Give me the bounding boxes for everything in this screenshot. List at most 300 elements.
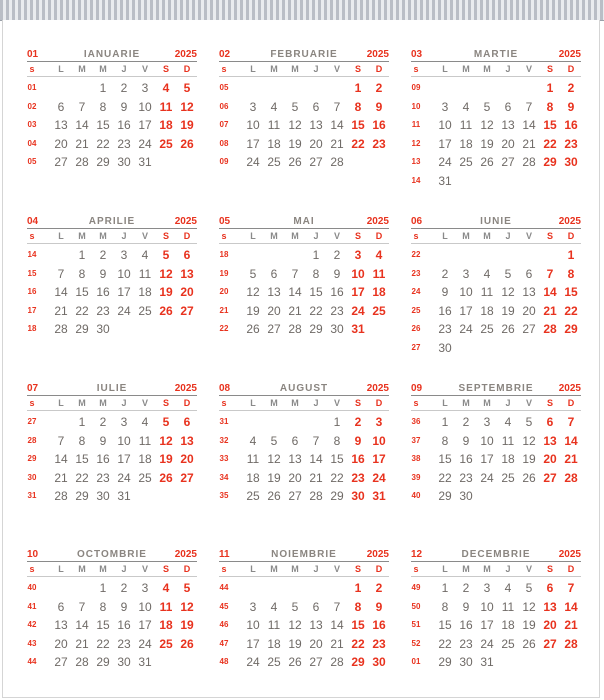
day: 24: [117, 470, 131, 485]
day: 3: [141, 581, 149, 595]
month-number: 09: [411, 383, 423, 394]
weekend-day: 16: [372, 618, 386, 632]
weekend-day: 10: [372, 433, 386, 448]
month-iunie: [411, 215, 581, 356]
weekday-label: D: [183, 231, 191, 241]
weekday-label: J: [313, 231, 319, 241]
week-number: 42: [27, 620, 37, 629]
week-row: [219, 320, 389, 338]
weekday-label: S: [546, 564, 553, 574]
week-row: [27, 265, 197, 283]
day: 23: [96, 470, 110, 485]
weekend-day: 8: [546, 99, 554, 114]
week-row: [27, 616, 197, 634]
days-grid: [219, 411, 389, 523]
day: 19: [267, 470, 281, 485]
week-number: 05: [219, 83, 229, 92]
spiral-binding: [0, 0, 604, 21]
month-name: IANUARIE: [83, 49, 141, 60]
day: 27: [309, 655, 323, 669]
weekend-day: 13: [543, 433, 557, 448]
day: 17: [138, 618, 152, 632]
week-row: [219, 116, 389, 134]
week-row: [411, 135, 581, 153]
week-number: 21: [219, 305, 229, 315]
weekend-day: 16: [351, 452, 365, 466]
weekday-label: D: [183, 398, 191, 408]
weekend-day: 19: [180, 118, 194, 132]
week-row: [411, 320, 581, 338]
week-number: 45: [219, 601, 229, 611]
week-row: [219, 98, 389, 116]
weekday-label: M: [270, 564, 278, 574]
day: 4: [504, 415, 512, 429]
day: 11: [267, 118, 281, 132]
day: 11: [267, 618, 281, 632]
weekend-day: 6: [183, 415, 191, 429]
day: 23: [96, 303, 110, 318]
weekend-day: 27: [180, 470, 194, 485]
month-name: IULIE: [96, 383, 128, 394]
weekday-header-row: [219, 396, 389, 411]
weekday-label: S: [354, 564, 361, 574]
week-row: [219, 413, 389, 431]
month-header: [411, 48, 581, 62]
month-name: APRILIE: [88, 216, 136, 227]
week-number: 07: [219, 120, 229, 129]
weekday-label: J: [505, 231, 511, 241]
day: 13: [54, 118, 68, 132]
week-number: 02: [27, 101, 37, 111]
day: 7: [78, 99, 86, 114]
day: 3: [120, 248, 128, 262]
day: 4: [270, 599, 278, 614]
weekday-label: D: [375, 564, 383, 574]
day: 2: [441, 266, 449, 281]
weekday-header-row: [411, 396, 581, 411]
day: 12: [522, 433, 536, 448]
day: 16: [96, 452, 110, 466]
day: 17: [117, 452, 131, 466]
day: 18: [501, 618, 515, 632]
year-label: 2025: [558, 216, 581, 227]
weekend-day: 18: [372, 285, 386, 299]
month-august: [219, 382, 389, 523]
week-number: 19: [219, 268, 229, 278]
day: 14: [54, 285, 68, 299]
weekday-label: S: [162, 564, 169, 574]
weekend-day: 2: [375, 81, 383, 95]
week-number: 17: [27, 305, 37, 315]
day: 3: [441, 99, 449, 114]
day: 16: [459, 618, 473, 632]
weekend-day: 21: [543, 303, 557, 318]
day: 27: [522, 322, 536, 336]
week-number-header: s: [413, 64, 419, 74]
month-header: [219, 548, 389, 562]
week-number: 05: [27, 157, 37, 166]
month-septembrie: [411, 382, 581, 523]
day: 29: [96, 155, 110, 169]
week-number: 25: [411, 305, 421, 315]
weekend-day: 24: [351, 303, 365, 318]
weekend-day: 7: [567, 581, 575, 595]
day: 18: [246, 470, 260, 485]
week-row: [219, 246, 389, 264]
day: 28: [75, 655, 89, 669]
weekend-day: 9: [375, 99, 383, 114]
day: 22: [309, 303, 323, 318]
month-number: 03: [411, 49, 423, 60]
weekend-day: 23: [564, 136, 578, 151]
day: 5: [249, 266, 257, 281]
week-number: 50: [411, 601, 421, 611]
day: 21: [75, 136, 89, 151]
weekend-day: 2: [567, 81, 575, 95]
weekday-label: L: [58, 564, 64, 574]
day: 27: [54, 155, 68, 169]
day: 6: [504, 99, 512, 114]
weekday-header-row: [411, 229, 581, 244]
week-number: 32: [219, 435, 229, 445]
day: 2: [120, 581, 128, 595]
day: 29: [330, 489, 344, 503]
week-row: [219, 79, 389, 97]
day: 17: [480, 618, 494, 632]
day: 6: [312, 99, 320, 114]
weekend-day: 8: [354, 99, 362, 114]
weekend-day: 28: [564, 636, 578, 651]
weekday-label: V: [525, 564, 532, 574]
weekend-day: 7: [567, 415, 575, 429]
weekend-day: 12: [180, 599, 194, 614]
day: 19: [522, 618, 536, 632]
weekday-label: M: [291, 231, 299, 241]
day: 29: [75, 489, 89, 503]
weekday-label: S: [546, 64, 553, 74]
month-number: 01: [27, 49, 39, 60]
day: 9: [333, 266, 341, 281]
weekday-label: V: [333, 231, 340, 241]
day: 15: [96, 118, 110, 132]
day: 13: [288, 452, 302, 466]
day: 12: [522, 599, 536, 614]
day: 6: [270, 266, 278, 281]
day: 3: [120, 415, 128, 429]
weekday-label: V: [141, 64, 148, 74]
month-header: [411, 548, 581, 562]
weekend-day: 11: [159, 599, 173, 614]
weekday-label: M: [99, 64, 107, 74]
day: 4: [483, 266, 491, 281]
weekend-day: 4: [375, 248, 383, 262]
weekend-day: 22: [351, 136, 365, 151]
weekend-day: 27: [543, 636, 557, 651]
weekday-label: S: [354, 231, 361, 241]
day: 17: [117, 285, 131, 299]
day: 25: [267, 155, 281, 169]
month-number: 07: [27, 383, 39, 394]
day: 20: [54, 136, 68, 151]
day: 7: [291, 266, 299, 281]
weekend-day: 19: [180, 618, 194, 632]
week-number: 22: [411, 250, 421, 259]
weekend-day: 2: [375, 581, 383, 595]
day: 8: [99, 99, 107, 114]
day: 8: [99, 599, 107, 614]
day: 14: [522, 118, 536, 132]
day: 14: [54, 452, 68, 466]
weekend-day: 15: [543, 118, 557, 132]
weekend-day: 6: [546, 581, 554, 595]
weekend-day: 26: [180, 636, 194, 651]
day: 20: [267, 303, 281, 318]
days-grid: [219, 244, 389, 356]
month-name: DECEMBRIE: [461, 549, 531, 560]
week-row: [27, 598, 197, 616]
week-number: 30: [27, 472, 37, 482]
week-row: [27, 450, 197, 468]
week-number: 40: [27, 583, 37, 592]
weekday-label: J: [121, 398, 127, 408]
week-number: 34: [219, 472, 229, 482]
weekday-label: M: [291, 64, 299, 74]
weekday-header-row: [411, 562, 581, 577]
day: 25: [480, 322, 494, 336]
day: 22: [96, 636, 110, 651]
day: 10: [138, 599, 152, 614]
week-number: 11: [411, 120, 421, 129]
day: 31: [138, 155, 152, 169]
weekday-label: D: [567, 398, 575, 408]
weekend-day: 1: [546, 81, 554, 95]
week-number: 51: [411, 620, 421, 629]
week-number: 44: [219, 583, 229, 592]
week-row: [219, 265, 389, 283]
day: 14: [75, 118, 89, 132]
day: 18: [459, 136, 473, 151]
day: 6: [57, 599, 65, 614]
week-number: 27: [27, 417, 37, 426]
week-row: [27, 487, 197, 505]
day: 11: [246, 452, 260, 466]
day: 18: [501, 452, 515, 466]
month-header: [27, 382, 197, 396]
day: 20: [309, 136, 323, 151]
day: 3: [141, 81, 149, 95]
weekend-day: 9: [354, 433, 362, 448]
weekend-day: 8: [354, 599, 362, 614]
day: 11: [138, 433, 152, 448]
weekday-label: M: [291, 398, 299, 408]
week-number-header: s: [221, 231, 227, 241]
week-row: [411, 246, 581, 264]
week-number-header: s: [413, 398, 419, 408]
month-name: SEPTEMBRIE: [458, 383, 534, 394]
weekday-header-row: [27, 562, 197, 577]
weekend-day: 4: [162, 581, 170, 595]
day: 12: [267, 452, 281, 466]
weekday-label: M: [291, 564, 299, 574]
weekend-day: 7: [546, 266, 554, 281]
week-row: [411, 265, 581, 283]
day: 7: [78, 599, 86, 614]
weekend-day: 12: [159, 433, 173, 448]
day: 10: [480, 599, 494, 614]
month-aprilie: [27, 215, 197, 356]
day: 12: [246, 285, 260, 299]
weekday-label: M: [270, 64, 278, 74]
weekday-label: V: [525, 231, 532, 241]
day: 7: [525, 99, 533, 114]
weekday-header-row: [219, 62, 389, 77]
week-number: 47: [219, 638, 229, 648]
day: 6: [525, 266, 533, 281]
day: 8: [441, 433, 449, 448]
weekday-label: L: [442, 564, 448, 574]
day: 25: [501, 470, 515, 485]
day: 10: [246, 618, 260, 632]
day: 3: [249, 99, 257, 114]
month-header: [27, 48, 197, 62]
weekend-day: 5: [162, 415, 170, 429]
weekend-day: 9: [567, 99, 575, 114]
week-row: [219, 283, 389, 301]
day: 3: [483, 581, 491, 595]
week-number-header: s: [221, 564, 227, 574]
day: 24: [480, 636, 494, 651]
week-row: [411, 579, 581, 597]
day: 25: [138, 303, 152, 318]
weekend-day: 30: [372, 655, 386, 669]
weekday-label: S: [162, 231, 169, 241]
month-header: [27, 215, 197, 229]
month-octombrie: [27, 548, 197, 689]
day: 3: [249, 599, 257, 614]
week-row: [27, 98, 197, 116]
weekday-label: S: [354, 398, 361, 408]
day: 17: [480, 452, 494, 466]
week-row: [411, 616, 581, 634]
week-number: 31: [27, 491, 37, 500]
weekday-label: D: [567, 64, 575, 74]
week-row: [27, 283, 197, 301]
day: 21: [288, 303, 302, 318]
day: 12: [480, 118, 494, 132]
day: 27: [309, 155, 323, 169]
day: 5: [291, 99, 299, 114]
week-number: 22: [219, 324, 229, 333]
weekday-header-row: [219, 562, 389, 577]
week-number: 24: [411, 287, 421, 296]
week-row: [27, 469, 197, 487]
day: 24: [438, 155, 452, 169]
week-row: [411, 487, 581, 505]
day: 22: [75, 303, 89, 318]
month-number: 08: [219, 383, 231, 394]
day: 10: [246, 118, 260, 132]
weekday-label: M: [483, 564, 491, 574]
day: 20: [522, 303, 536, 318]
month-header: [219, 215, 389, 229]
day: 15: [438, 618, 452, 632]
weekend-day: 5: [162, 248, 170, 262]
day: 13: [267, 285, 281, 299]
week-number-header: s: [29, 64, 35, 74]
weekend-day: 13: [543, 599, 557, 614]
year-label: 2025: [558, 383, 581, 394]
weekend-day: 2: [354, 415, 362, 429]
day: 2: [120, 81, 128, 95]
day: 26: [522, 636, 536, 651]
day: 17: [138, 118, 152, 132]
days-grid: [219, 577, 389, 689]
week-row: [411, 153, 581, 171]
weekday-label: D: [183, 64, 191, 74]
week-row: [27, 116, 197, 134]
weekend-day: 4: [162, 81, 170, 95]
weekend-day: 30: [564, 155, 578, 169]
week-number-header: s: [29, 231, 35, 241]
day: 26: [288, 655, 302, 669]
weekday-label: M: [270, 231, 278, 241]
day: 23: [438, 322, 452, 336]
weekday-label: S: [162, 398, 169, 408]
day: 1: [441, 581, 449, 595]
day: 7: [333, 599, 341, 614]
weekend-day: 30: [351, 489, 365, 503]
week-number: 41: [27, 601, 37, 611]
week-number: 15: [27, 268, 37, 278]
weekend-day: 1: [567, 248, 575, 262]
weekday-label: J: [505, 564, 511, 574]
week-row: [219, 469, 389, 487]
weekday-label: M: [78, 231, 86, 241]
day: 7: [333, 99, 341, 114]
day: 21: [54, 303, 68, 318]
week-row: [411, 469, 581, 487]
weekday-label: V: [333, 398, 340, 408]
weekend-day: 5: [183, 581, 191, 595]
weekend-day: 25: [159, 636, 173, 651]
week-row: [219, 302, 389, 320]
week-number: 06: [219, 101, 229, 111]
day: 5: [291, 599, 299, 614]
week-number-header: s: [413, 564, 419, 574]
weekday-label: V: [333, 564, 340, 574]
month-number: 11: [219, 549, 230, 560]
day: 22: [438, 636, 452, 651]
weekend-day: 22: [351, 636, 365, 651]
day: 22: [438, 470, 452, 485]
day: 20: [54, 636, 68, 651]
day: 3: [483, 415, 491, 429]
weekday-label: L: [442, 398, 448, 408]
day: 8: [78, 266, 86, 281]
day: 30: [330, 322, 344, 336]
week-number: 01: [27, 83, 37, 92]
weekday-label: J: [505, 64, 511, 74]
day: 17: [459, 303, 473, 318]
weekend-day: 9: [375, 599, 383, 614]
weekend-day: 20: [543, 618, 557, 632]
day: 14: [75, 618, 89, 632]
week-row: [411, 172, 581, 190]
day: 13: [501, 118, 515, 132]
weekday-label: J: [313, 564, 319, 574]
week-row: [27, 320, 197, 338]
day: 27: [288, 489, 302, 503]
